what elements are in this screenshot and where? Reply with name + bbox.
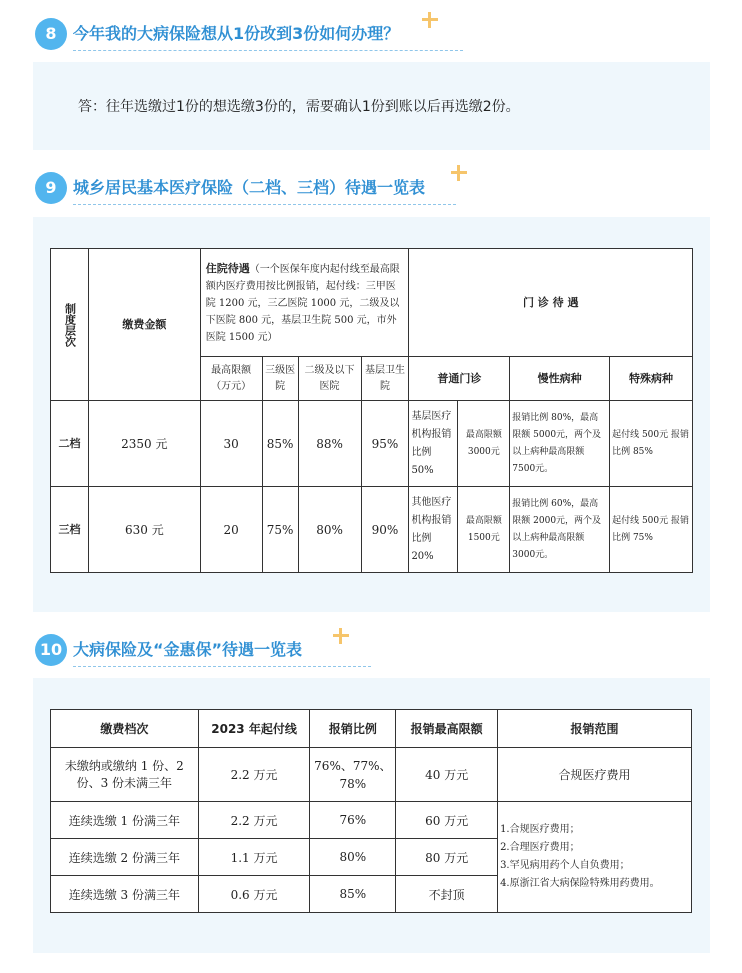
sub-chronic: 慢性病种 bbox=[510, 357, 610, 401]
table-row bbox=[51, 401, 693, 487]
header-threshold: 2023 年起付线 bbox=[198, 710, 310, 748]
row-max: 80 万元 bbox=[396, 839, 498, 876]
section-number-badge: 10 bbox=[35, 634, 67, 666]
row-lvl2: 80% bbox=[298, 487, 361, 573]
row-threshold: 2.2 万元 bbox=[198, 748, 310, 802]
row-max: 60 万元 bbox=[396, 802, 498, 839]
sub-max: 最高限额（万元） bbox=[200, 357, 262, 401]
table-row bbox=[51, 487, 693, 573]
header-max: 报销最高限额 bbox=[396, 710, 498, 748]
row-tier: 未缴纳或缴纳 1 份、2 份、3 份未满三年 bbox=[51, 748, 199, 802]
section-title: 城乡居民基本医疗保险（二档、三档）待遇一览表 bbox=[73, 175, 456, 205]
row-threshold: 0.6 万元 bbox=[198, 876, 310, 913]
row-chronic: 报销比例 80%，最高限额 5000元，两个及以上病种最高限额 7500元。 bbox=[510, 401, 610, 487]
row-level: 二档 bbox=[51, 401, 89, 487]
sub-general: 普通门诊 bbox=[409, 357, 510, 401]
header-scope: 报销范围 bbox=[498, 710, 692, 748]
table-row bbox=[51, 748, 692, 802]
row-tier: 连续选缴 1 份满三年 bbox=[51, 802, 199, 839]
scope-item: 1.合规医疗费用； bbox=[500, 824, 580, 835]
row-tier: 连续选缴 3 份满三年 bbox=[51, 876, 199, 913]
row-gen-max: 最高限额 1500元 bbox=[458, 487, 510, 573]
header-fee: 缴费金额 bbox=[88, 249, 200, 401]
header-outpatient: 门 诊 待 遇 bbox=[409, 249, 693, 357]
row-rate: 76%、77%、78% bbox=[310, 748, 396, 802]
row-gen-rate: 基层医疗机构报销比例 50% bbox=[409, 401, 458, 487]
answer-text: 答：往年选缴过1份的想选缴3份的，需要确认1份到账以后再选缴2份。 bbox=[78, 99, 520, 115]
row-scope: 合规医疗费用 bbox=[498, 748, 692, 802]
row-grass: 95% bbox=[361, 401, 409, 487]
header-rate: 报销比例 bbox=[310, 710, 396, 748]
row-rate: 85% bbox=[310, 876, 396, 913]
plus-decoration-icon bbox=[422, 12, 438, 28]
inpatient-label: 住院待遇 bbox=[205, 261, 250, 275]
row-rate: 76% bbox=[310, 802, 396, 839]
critical-illness-table bbox=[50, 709, 692, 913]
header-inpatient bbox=[200, 249, 409, 357]
scope-item: 2.合理医疗费用； bbox=[500, 842, 580, 853]
section-number-badge: 9 bbox=[35, 172, 67, 204]
section-number-badge: 8 bbox=[35, 18, 67, 50]
row-level: 三档 bbox=[51, 487, 89, 573]
row-rate: 80% bbox=[310, 839, 396, 876]
row-max: 20 bbox=[200, 487, 262, 573]
sub-grass: 基层卫生院 bbox=[361, 357, 409, 401]
row-threshold: 1.1 万元 bbox=[198, 839, 310, 876]
table-row bbox=[51, 802, 692, 839]
scope-item: 4.原浙江省大病保险特殊用药费用。 bbox=[500, 878, 660, 889]
row-tier: 连续选缴 2 份满三年 bbox=[51, 839, 199, 876]
sub-lvl2: 二级及以下医院 bbox=[298, 357, 361, 401]
row-fee: 2350 元 bbox=[88, 401, 200, 487]
row-gen-rate: 其他医疗机构报销比例 20% bbox=[409, 487, 458, 573]
section-title: 大病保险及“金惠保”待遇一览表 bbox=[73, 637, 371, 667]
medical-insurance-table bbox=[50, 248, 693, 573]
row-max: 不封顶 bbox=[396, 876, 498, 913]
plus-decoration-icon bbox=[451, 165, 467, 181]
section-title: 今年我的大病保险想从1份改到3份如何办理？ bbox=[73, 21, 463, 51]
row-max: 40 万元 bbox=[396, 748, 498, 802]
row-grass: 90% bbox=[361, 487, 409, 573]
row-fee: 630 元 bbox=[88, 487, 200, 573]
row-max: 30 bbox=[200, 401, 262, 487]
row-threshold: 2.2 万元 bbox=[198, 802, 310, 839]
row-lvl2: 88% bbox=[298, 401, 361, 487]
row-gen-max: 最高限额 3000元 bbox=[458, 401, 510, 487]
plus-decoration-icon bbox=[333, 628, 349, 644]
header-level: 制度层次 bbox=[51, 249, 89, 401]
sub-special: 特殊病种 bbox=[610, 357, 693, 401]
row-special: 起付线 500元 报销比例 75% bbox=[610, 487, 693, 573]
row-chronic: 报销比例 60%，最高限额 2000元，两个及以上病种最高限额 3000元。 bbox=[510, 487, 610, 573]
inpatient-desc: （一个医保年度内起付线至最高限额内医疗费用按比例报销，起付线：三甲医院 1200 元，三乙医院 1000 元，二级及以下医院 800 元，基层卫生院 500 元，市外医院 1500 元） bbox=[205, 263, 400, 343]
scope-item: 3.罕见病用药个人自负费用； bbox=[500, 860, 630, 871]
header-tier: 缴费档次 bbox=[51, 710, 199, 748]
row-special: 起付线 500元 报销比例 85% bbox=[610, 401, 693, 487]
row-lvl3: 85% bbox=[262, 401, 298, 487]
scope-list bbox=[498, 802, 692, 913]
row-lvl3: 75% bbox=[262, 487, 298, 573]
sub-lvl3: 三级医院 bbox=[262, 357, 298, 401]
